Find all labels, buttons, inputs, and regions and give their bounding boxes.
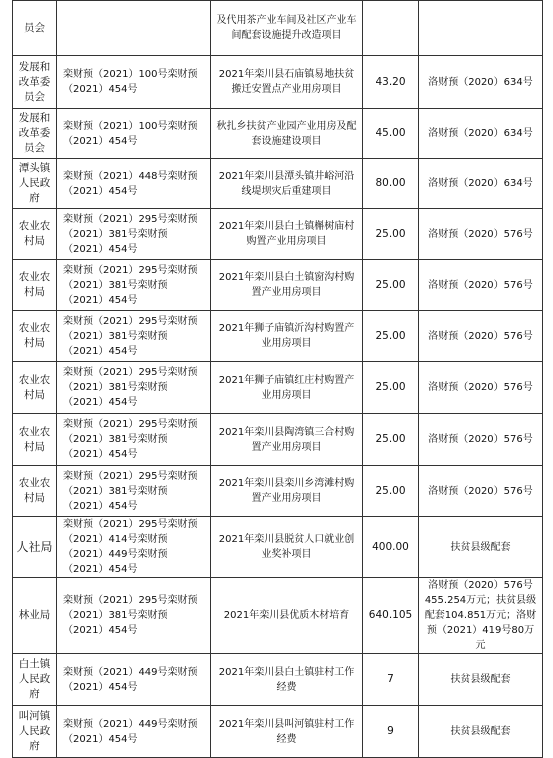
dept-cell: 农业农村局 xyxy=(13,362,57,414)
source-cell: 洛财预（2020）576号 xyxy=(419,362,543,414)
source-cell: 洛财预（2020）576号 xyxy=(419,311,543,362)
fund-table xyxy=(12,0,543,758)
project-cell: 2021年栾川县陶湾镇三合村购置产业用房项目 xyxy=(211,414,363,466)
amount-cell: 25.00 xyxy=(363,362,419,414)
table-row xyxy=(13,414,543,466)
source-cell: 洛财预（2020）576号455.254万元；扶贫县级配套104.851万元；洛财预（2021）419号80万元 xyxy=(419,578,543,654)
source-cell: 洛财预（2020）576号 xyxy=(419,414,543,466)
docs-cell: 栾财预（2021）295号栾财预（2021）381号栾财预（2021）454号 xyxy=(57,260,211,311)
project-cell: 2021年栾川县潭头镇井峪河沿线堤坝灾后重建项目 xyxy=(211,159,363,209)
amount-cell: 400.00 xyxy=(363,517,419,578)
amount-cell: 640.105 xyxy=(363,578,419,654)
docs-cell: 栾财预（2021）295号栾财预（2021）381号栾财预（2021）454号 xyxy=(57,362,211,414)
table-row xyxy=(13,706,543,758)
docs-cell: 栾财预（2021）448号栾财预（2021）454号 xyxy=(57,159,211,209)
dept-cell: 农业农村局 xyxy=(13,260,57,311)
dept-cell: 农业农村局 xyxy=(13,414,57,466)
table-row xyxy=(13,578,543,654)
docs-cell: 栾财预（2021）295号栾财预（2021）381号栾财预（2021）454号 xyxy=(57,209,211,260)
dept-cell: 农业农村局 xyxy=(13,311,57,362)
source-cell: 洛财预（2020）634号 xyxy=(419,159,543,209)
table-row xyxy=(13,1,543,56)
project-cell: 2021年栾川县叫河镇驻村工作经费 xyxy=(211,706,363,758)
amount-cell: 45.00 xyxy=(363,109,419,159)
docs-cell: 栾财预（2021）295号栾财预（2021）381号栾财预（2021）454号 xyxy=(57,578,211,654)
amount-cell: 7 xyxy=(363,654,419,706)
table-row xyxy=(13,362,543,414)
source-cell: 洛财预（2020）576号 xyxy=(419,260,543,311)
source-cell: 扶贫县级配套 xyxy=(419,706,543,758)
dept-cell: 叫河镇人民政府 xyxy=(13,706,57,758)
dept-cell: 潭头镇人民政府 xyxy=(13,159,57,209)
docs-cell: 栾财预（2021）449号栾财预（2021）454号 xyxy=(57,706,211,758)
amount-cell: 25.00 xyxy=(363,466,419,517)
project-cell: 2021年栾川县优质木材培育 xyxy=(211,578,363,654)
amount-cell: 25.00 xyxy=(363,209,419,260)
source-cell: 洛财预（2020）576号 xyxy=(419,466,543,517)
docs-cell: 栾财预（2021）295号栾财预（2021）381号栾财预（2021）454号 xyxy=(57,466,211,517)
project-cell: 2021年栾川县白土镇窗沟村购置产业用房项目 xyxy=(211,260,363,311)
source-cell: 洛财预（2020）634号 xyxy=(419,56,543,109)
dept-cell: 农业农村局 xyxy=(13,209,57,260)
project-cell: 2021年栾川县脱贫人口就业创业奖补项目 xyxy=(211,517,363,578)
source-cell: 扶贫县级配套 xyxy=(419,517,543,578)
docs-cell: 栾财预（2021）295号栾财预（2021）414号栾财预（2021）449号栾财预（2021）454号 xyxy=(57,517,211,578)
table-row xyxy=(13,311,543,362)
project-cell: 2021年栾川县白土镇槲树庙村购置产业用房项目 xyxy=(211,209,363,260)
dept-cell: 发展和改革委员会 xyxy=(13,56,57,109)
docs-cell: 栾财预（2021）295号栾财预（2021）381号栾财预（2021）454号 xyxy=(57,414,211,466)
table-row xyxy=(13,109,543,159)
table-row xyxy=(13,159,543,209)
amount-cell: 25.00 xyxy=(363,311,419,362)
docs-cell: 栾财预（2021）100号栾财预（2021）454号 xyxy=(57,56,211,109)
docs-cell: 栾财预（2021）100号栾财预（2021）454号 xyxy=(57,109,211,159)
table-row xyxy=(13,517,543,578)
table-row xyxy=(13,56,543,109)
source-cell: 洛财预（2020）634号 xyxy=(419,109,543,159)
dept-cell: 员会 xyxy=(13,1,57,56)
amount-cell: 25.00 xyxy=(363,414,419,466)
amount-cell: 25.00 xyxy=(363,260,419,311)
amount-cell: 80.00 xyxy=(363,159,419,209)
project-cell: 2021年狮子庙镇沂沟村购置产业用房项目 xyxy=(211,311,363,362)
project-cell: 及代用茶产业车间及社区产业车间配套设施提升改造项目 xyxy=(211,1,363,56)
project-cell: 2021年栾川县白土镇驻村工作经费 xyxy=(211,654,363,706)
dept-cell: 发展和改革委员会 xyxy=(13,109,57,159)
table-row xyxy=(13,260,543,311)
docs-cell: 栾财预（2021）295号栾财预（2021）381号栾财预（2021）454号 xyxy=(57,311,211,362)
amount-cell xyxy=(363,1,419,56)
dept-cell: 人社局 xyxy=(13,517,57,578)
project-cell: 2021年狮子庙镇红庄村购置产业用房项目 xyxy=(211,362,363,414)
docs-cell xyxy=(57,1,211,56)
table-row xyxy=(13,466,543,517)
table-row xyxy=(13,654,543,706)
source-cell xyxy=(419,1,543,56)
table-row xyxy=(13,209,543,260)
amount-cell: 9 xyxy=(363,706,419,758)
dept-cell: 农业农村局 xyxy=(13,466,57,517)
amount-cell: 43.20 xyxy=(363,56,419,109)
project-cell: 2021年栾川县栾川乡湾滩村购置产业用房项目 xyxy=(211,466,363,517)
dept-cell: 白土镇人民政府 xyxy=(13,654,57,706)
source-cell: 洛财预（2020）576号 xyxy=(419,209,543,260)
project-cell: 秋扎乡扶贫产业园产业用房及配套设施建设项目 xyxy=(211,109,363,159)
docs-cell: 栾财预（2021）449号栾财预（2021）454号 xyxy=(57,654,211,706)
project-cell: 2021年栾川县石庙镇易地扶贫搬迁安置点产业用房项目 xyxy=(211,56,363,109)
source-cell: 扶贫县级配套 xyxy=(419,654,543,706)
dept-cell: 林业局 xyxy=(13,578,57,654)
